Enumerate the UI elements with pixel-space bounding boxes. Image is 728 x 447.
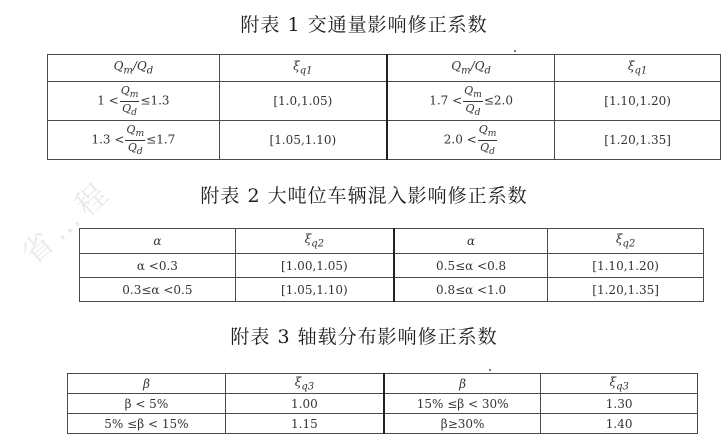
table3 <box>67 373 698 434</box>
table3-row <box>68 414 698 434</box>
table2-row <box>80 254 704 278</box>
table2-header-alpha: α <box>80 229 236 254</box>
table3-cell: β < 5% <box>68 394 226 414</box>
table1-header-coefficient: $\xi_{q1}$ <box>219 55 387 82</box>
table3-cell: 1.00 <box>225 394 384 414</box>
table3-cell: 1.15 <box>225 414 384 434</box>
table1-cell: [1.05,1.10) <box>219 121 387 160</box>
table1-row <box>48 82 721 121</box>
table1-cell: 1.7 < $\frac{Q_m}{Q_d}$ ≤2.0 <box>387 82 555 121</box>
table1-cell: [1.0,1.05) <box>219 82 387 121</box>
table2-cell: 0.8≤α <1.0 <box>394 278 548 302</box>
table3-row <box>68 394 698 414</box>
table2-header-coefficient: $\xi_{q2}$ <box>548 229 704 254</box>
table3-cell: β≥30% <box>384 414 541 434</box>
table1-cell: [1.20,1.35] <box>555 121 721 160</box>
watermark: 省…程 <box>15 173 120 272</box>
table3-header-coefficient: $\xi_{q3}$ <box>541 374 698 394</box>
table2-header-coefficient: $\xi_{q2}$ <box>235 229 394 254</box>
table1-cell: 1.3 < $\frac{Q_m}{Q_d}$ ≤1.7 <box>48 121 220 160</box>
table2-cell: 0.5≤α <0.8 <box>394 254 548 278</box>
table2-header-row <box>80 229 704 254</box>
scan-speck <box>489 369 491 371</box>
table2-row <box>80 278 704 302</box>
table2-cell: α <0.3 <box>80 254 236 278</box>
table2-cell: [1.05,1.10) <box>235 278 394 302</box>
table3-header-beta: β <box>68 374 226 394</box>
table1-header-row <box>48 55 721 82</box>
table3-header-coefficient: $\xi_{q3}$ <box>225 374 384 394</box>
table1 <box>47 54 721 160</box>
table3-cell: 1.40 <box>541 414 698 434</box>
scan-speck <box>514 50 516 52</box>
table1-cell: 2.0 < $\frac{Q_m}{Q_d}$ <box>387 121 555 160</box>
table2-cell: [1.10,1.20) <box>548 254 704 278</box>
table2 <box>79 228 704 302</box>
table1-cell: 1 < $\frac{Q_m}{Q_d}$ ≤1.3 <box>48 82 220 121</box>
table1-row <box>48 121 721 160</box>
table3-title: 附表 3 轴载分布影响修正系数 <box>230 326 498 348</box>
table1-title: 附表 1 交通量影响修正系数 <box>240 14 488 36</box>
table2-cell: [1.20,1.35] <box>548 278 704 302</box>
table2-cell: 0.3≤α <0.5 <box>80 278 236 302</box>
table2-title: 附表 2 大吨位车辆混入影响修正系数 <box>200 185 528 207</box>
table1-header-ratio: $Q_m/Q_d$ <box>48 55 220 82</box>
table1-header-ratio: $Q_m/Q_d$ <box>387 55 555 82</box>
table3-cell: 1.30 <box>541 394 698 414</box>
table1-header-coefficient: $\xi_{q1}$ <box>555 55 721 82</box>
table3-header-row <box>68 374 698 394</box>
table1-cell: [1.10,1.20) <box>555 82 721 121</box>
table3-cell: 5% ≤β < 15% <box>68 414 226 434</box>
table2-header-alpha: α <box>394 229 548 254</box>
table3-header-beta: β <box>384 374 541 394</box>
table2-cell: [1.00,1.05) <box>235 254 394 278</box>
table3-cell: 15% ≤β < 30% <box>384 394 541 414</box>
